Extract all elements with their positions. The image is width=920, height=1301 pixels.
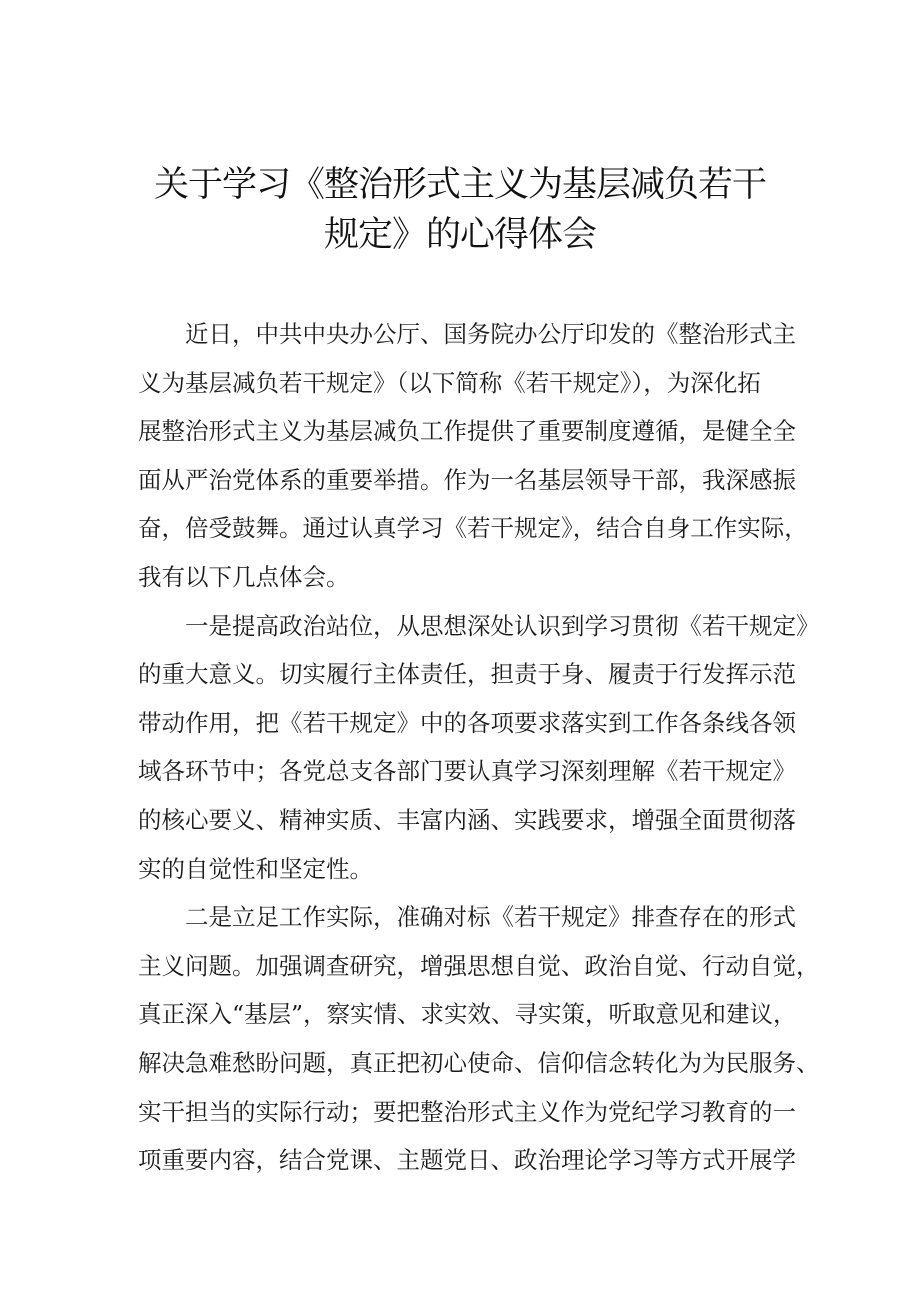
- paragraph-line: 展整治形式主义为基层减负工作提供了重要制度遵循，是健全全: [138, 417, 796, 446]
- paragraph-line: 真正深入“基层”，察实情、求实效、寻实策，听取意见和建议，: [138, 1000, 797, 1029]
- paragraph-line: 的重大意义。切实履行主体责任，担责于身、履责于行发挥示范: [138, 660, 796, 689]
- paragraph-line: 一是提高政治站位，从思想深处认识到学习贯彻《若干规定》: [185, 611, 820, 640]
- paragraph-line: 二是立足工作实际，准确对标《若干规定》排查存在的形式: [185, 903, 796, 932]
- document-body: [138, 310, 820, 1185]
- paragraph-line: 近日，中共中央办公厅、国务院办公厅印发的《整治形式主: [185, 320, 796, 348]
- paragraph-line: 解决急难愁盼问题，真正把初心使命、信仰信念转化为为民服务、: [138, 1048, 820, 1077]
- paragraph-1: [138, 310, 810, 602]
- paragraph-line: 我有以下几点体会。: [138, 562, 350, 591]
- paragraph-line: 面从严治党体系的重要举措。作为一名基层领导干部，我深感振: [138, 465, 796, 494]
- paragraph-line: 主义问题。加强调查研究，增强思想自觉、政治自觉、行动自觉，: [138, 951, 820, 980]
- paragraph-3: [138, 893, 820, 1185]
- title-line: 规定》的心得体会: [323, 215, 596, 255]
- paragraph-line: 的核心要义、精神实质、丰富内涵、实践要求，增强全面贯彻落: [138, 805, 796, 834]
- paragraph-line: 带动作用，把《若干规定》中的各项要求落实到工作各条线各领: [138, 708, 796, 737]
- paragraph-2: [138, 602, 820, 894]
- paragraph-line: 实干担当的实际行动；要把整治形式主义作为党纪学习教育的一: [138, 1097, 796, 1126]
- paragraph-line: 项重要内容，结合党课、主题党日、政治理论学习等方式开展学: [138, 1146, 796, 1175]
- paragraph-line: 域各环节中；各党总支各部门要认真学习深刻理解《若干规定》: [138, 757, 796, 786]
- paragraph-line: 义为基层减负若干规定》（以下简称《若干规定》），为深化拓: [138, 368, 761, 397]
- title-line: 关于学习《整治形式主义为基层减负若干: [153, 165, 766, 205]
- paragraph-line: 实的自觉性和坚定性。: [138, 854, 373, 883]
- paragraph-line: 奋，倍受鼓舞。通过认真学习《若干规定》，结合自身工作实际，: [138, 514, 808, 543]
- document-title: [0, 160, 920, 260]
